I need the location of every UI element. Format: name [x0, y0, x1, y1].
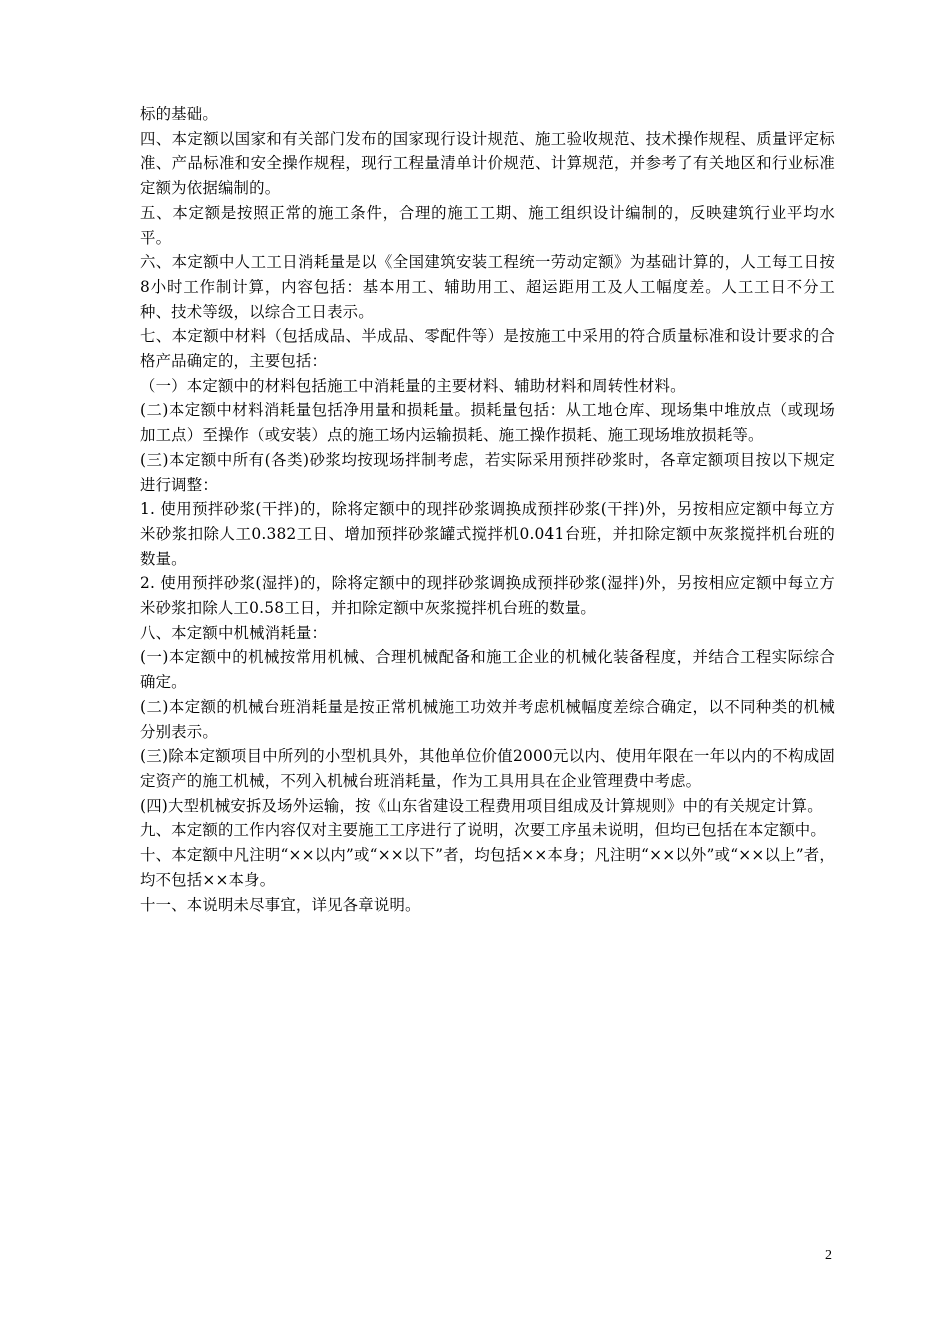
paragraph: 六、本定额中人工工日消耗量是以《全国建筑安装工程统一劳动定额》为基础计算的，人工每工日按8小时工作制计算，内容包括：基本用工、辅助用工、超运距用工及人工幅度差。人工工日不分工种、技术等级，以综合工日表示。 — [140, 253, 835, 321]
paragraph: 八、本定额中机械消耗量： — [140, 623, 328, 642]
paragraph: 九、本定额的工作内容仅对主要施工工序进行了说明，次要工序虽未说明，但均已包括在本定额中。 — [140, 821, 826, 840]
paragraph: (二)本定额中材料消耗量包括净用量和损耗量。损耗量包括：从工地仓库、现场集中堆放点（或现场加工点）至操作（或安装）点的施工场内运输损耗、施工操作损耗、施工现场堆放损耗等。 — [140, 401, 835, 445]
body-text — [140, 102, 835, 917]
paragraph: 五、本定额是按照正常的施工条件，合理的施工工期、施工组织设计编制的，反映建筑行业平均水平。 — [140, 203, 835, 247]
paragraph: 七、本定额中材料（包括成品、半成品、零配件等）是按施工中采用的符合质量标准和设计要求的合格产品确定的，主要包括： — [140, 327, 835, 371]
page-number: 2 — [825, 1248, 832, 1263]
paragraph: 2. 使用预拌砂浆(湿拌)的，除将定额中的现拌砂浆调换成预拌砂浆(湿拌)外，另按相应定额中每立方米砂浆扣除人工0.58工日，并扣除定额中灰浆搅拌机台班的数量。 — [140, 574, 835, 618]
paragraph: (一)本定额中的机械按常用机械、合理机械配备和施工企业的机械化装备程度，并结合工程实际综合确定。 — [140, 648, 835, 692]
paragraph: 标的基础。 — [140, 105, 218, 123]
paragraph: (四)大型机械安拆及场外运输，按《山东省建设工程费用项目组成及计算规则》中的有关规定计算。 — [140, 796, 823, 815]
paragraph: (三)除本定额项目中所列的小型机具外，其他单位价值2000元以内、使用年限在一年以内的不构成固定资产的施工机械，不列入机械台班消耗量，作为工具用具在企业管理费中考虑。 — [140, 747, 835, 790]
paragraph: 四、本定额以国家和有关部门发布的国家现行设计规范、施工验收规范、技术操作规程、质量评定标准、产品标准和安全操作规程，现行工程量清单计价规范、计算规范，并参考了有关地区和行业标准定额为依据编制的。 — [140, 129, 835, 198]
paragraph: 十、本定额中凡注明“××以内”或“××以下”者，均包括××本身；凡注明“××以外”或“××以上”者，均不包括××本身。 — [140, 846, 835, 889]
paragraph: 十一、本说明未尽事宜，详见各章说明。 — [140, 895, 421, 914]
paragraph: （一）本定额中的材料包括施工中消耗量的主要材料、辅助材料和周转性材料。 — [140, 376, 686, 395]
paragraph: (二)本定额的机械台班消耗量是按正常机械施工功效并考虑机械幅度差综合确定，以不同种类的机械分别表示。 — [140, 697, 835, 741]
paragraph: 1. 使用预拌砂浆(干拌)的，除将定额中的现拌砂浆调换成预拌砂浆(干拌)外，另按相应定额中每立方米砂浆扣除人工0.382工日、增加预拌砂浆罐式搅拌机0.041台班，并扣除定额中灰浆搅拌机台班的数量。 — [140, 500, 835, 568]
paragraph: (三)本定额中所有(各类)砂浆均按现场拌制考虑，若实际采用预拌砂浆时，各章定额项目按以下规定进行调整： — [140, 450, 835, 494]
